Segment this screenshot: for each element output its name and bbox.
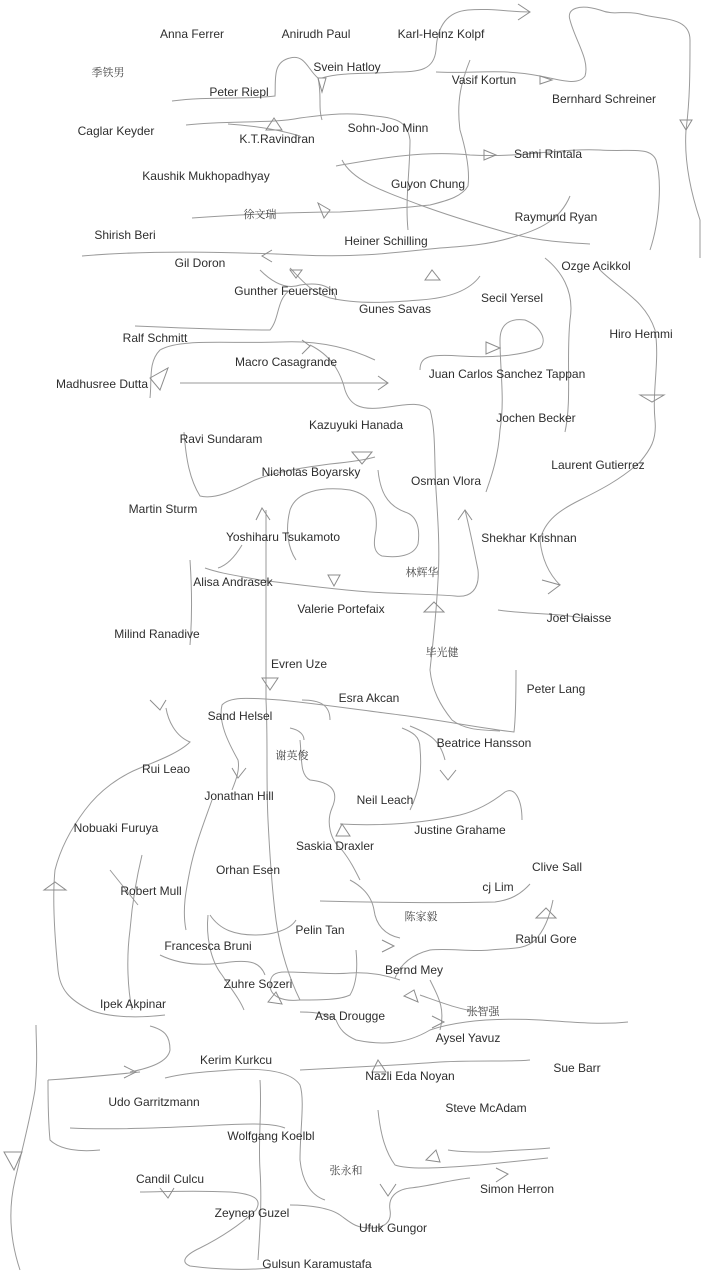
name-label-zuhre-sozeri: Zuhre Sozeri [223, 977, 293, 991]
name-label-esra-akcan: Esra Akcan [338, 691, 400, 705]
name-label-beatrice-hansson: Beatrice Hansson [436, 736, 532, 750]
name-label-heiner-schilling: Heiner Schilling [344, 234, 428, 248]
name-label-joel-claisse: Joel Claisse [546, 611, 612, 625]
name-label-juan-carlos-sanchez-tappan: Juan Carlos Sanchez Tappan [428, 367, 586, 381]
name-label-evren-uze: Evren Uze [270, 657, 328, 671]
name-label-shirish-beri: Shirish Beri [94, 228, 156, 242]
name-label-neil-leach: Neil Leach [356, 793, 414, 807]
name-label-sue-barr: Sue Barr [553, 1061, 601, 1075]
name-label-kazuyuki-hanada: Kazuyuki Hanada [308, 418, 404, 432]
name-label-ipek-akpinar: Ipek Akpinar [99, 997, 167, 1011]
name-label-shekhar-krishnan: Shekhar Krishnan [481, 531, 577, 545]
name-label-anirudh-paul: Anirudh Paul [281, 27, 351, 41]
name-label-zhang-yonghe: 张永和 [329, 1164, 363, 1177]
name-label-chen-jiayi: 陈家毅 [404, 910, 438, 923]
name-label-bernd-mey: Bernd Mey [384, 963, 444, 977]
name-label-wolfgang-koelbl: Wolfgang Koelbl [227, 1129, 315, 1143]
name-label-bernhard-schreiner: Bernhard Schreiner [551, 92, 657, 106]
name-label-kaushik-mukhopadhyay: Kaushik Mukhopadhyay [142, 169, 270, 183]
name-label-osman-vlora: Osman Vlora [410, 474, 482, 488]
name-label-robert-mull: Robert Mull [120, 884, 182, 898]
name-label-hiro-hemmi: Hiro Hemmi [609, 327, 673, 341]
name-label-svein-hatloy: Svein Hatloy [313, 60, 381, 74]
name-label-laurent-gutierrez: Laurent Gutierrez [551, 458, 645, 472]
name-label-bi-guangjian: 毕光健 [425, 646, 459, 659]
name-label-nicholas-boyarsky: Nicholas Boyarsky [261, 465, 361, 479]
name-label-vasif-kortun: Vasif Kortun [451, 73, 517, 87]
name-label-rui-leao: Rui Leao [141, 762, 191, 776]
name-label-milind-ranadive: Milind Ranadive [114, 627, 200, 641]
name-label-madhusree-dutta: Madhusree Dutta [55, 377, 149, 391]
name-label-ravi-sundaram: Ravi Sundaram [179, 432, 263, 446]
name-label-zhang-zhiqiang: 张智强 [466, 1005, 500, 1018]
name-label-sohn-joo-minn: Sohn-Joo Minn [347, 121, 429, 135]
name-label-candil-culcu: Candil Culcu [135, 1172, 205, 1186]
name-label-valerie-portefaix: Valerie Portefaix [297, 602, 385, 616]
name-label-simon-herron: Simon Herron [479, 1182, 555, 1196]
name-label-saskia-draxler: Saskia Draxler [295, 839, 375, 853]
name-label-kt-ravindran: K.T.Ravindran [239, 132, 315, 146]
name-label-xie-yingjun: 谢英俊 [275, 749, 309, 762]
name-label-macro-casagrande: Macro Casagrande [234, 355, 338, 369]
name-label-udo-garritzmann: Udo Garritzmann [108, 1095, 200, 1109]
name-label-raymund-ryan: Raymund Ryan [514, 210, 598, 224]
name-label-zeynep-guzel: Zeynep Guzel [214, 1206, 290, 1220]
name-label-rahul-gore: Rahul Gore [515, 932, 577, 946]
name-label-jonathan-hill: Jonathan Hill [204, 789, 274, 803]
name-label-steve-mcadam: Steve McAdam [445, 1101, 527, 1115]
name-label-sami-rintala: Sami Rintala [513, 147, 583, 161]
name-label-guyon-chung: Guyon Chung [390, 177, 466, 191]
name-label-ufuk-gungor: Ufuk Gungor [358, 1221, 428, 1235]
name-label-pelin-tan: Pelin Tan [295, 923, 345, 937]
name-label-martin-sturm: Martin Sturm [128, 502, 198, 516]
name-label-asa-drougge: Asa Drougge [314, 1009, 386, 1023]
name-label-anna-ferrer: Anna Ferrer [159, 27, 225, 41]
name-label-karl-heinz-kolpf: Karl-Heinz Kolpf [397, 27, 485, 41]
name-label-ralf-schmitt: Ralf Schmitt [122, 331, 188, 345]
name-label-lin-huihua: 林辉华 [405, 566, 439, 579]
name-label-clive-sall: Clive Sall [531, 860, 583, 874]
name-label-nobuaki-furuya: Nobuaki Furuya [73, 821, 159, 835]
participant-labels [56, 27, 673, 1271]
name-label-yoshiharu-tsukamoto: Yoshiharu Tsukamoto [225, 530, 341, 544]
name-label-caglar-keyder: Caglar Keyder [77, 124, 155, 138]
name-label-justine-grahame: Justine Grahame [414, 823, 506, 837]
name-label-gulsun-karamustafa: Gulsun Karamustafa [262, 1257, 372, 1271]
name-label-nazli-eda-noyan: Nazli Eda Noyan [365, 1069, 455, 1083]
name-label-orhan-esen: Orhan Esen [215, 863, 281, 877]
name-label-peter-riepl: Peter Riepl [209, 85, 269, 99]
name-label-gunther-feuerstein: Gunther Feuerstein [234, 284, 338, 298]
name-label-ji-tienan: 季铁男 [91, 66, 125, 79]
name-label-alisa-andrasek: Alisa Andrasek [193, 575, 273, 589]
name-label-aysel-yavuz: Aysel Yavuz [435, 1031, 501, 1045]
name-label-gil-doron: Gil Doron [174, 256, 226, 270]
name-label-peter-lang: Peter Lang [526, 682, 586, 696]
name-label-kerim-kurkcu: Kerim Kurkcu [199, 1053, 273, 1067]
name-label-gunes-savas: Gunes Savas [358, 302, 432, 316]
name-label-xu-wenrui: 徐文瑞 [243, 208, 277, 221]
name-label-jochen-becker: Jochen Becker [496, 411, 576, 425]
name-label-sand-helsel: Sand Helsel [207, 709, 273, 723]
name-label-secil-yersel: Secil Yersel [480, 291, 544, 305]
name-label-francesca-bruni: Francesca Bruni [164, 939, 252, 953]
name-label-cj-lim: cj Lim [482, 880, 514, 894]
name-label-ozge-acikkol: Ozge Acikkol [561, 259, 631, 273]
